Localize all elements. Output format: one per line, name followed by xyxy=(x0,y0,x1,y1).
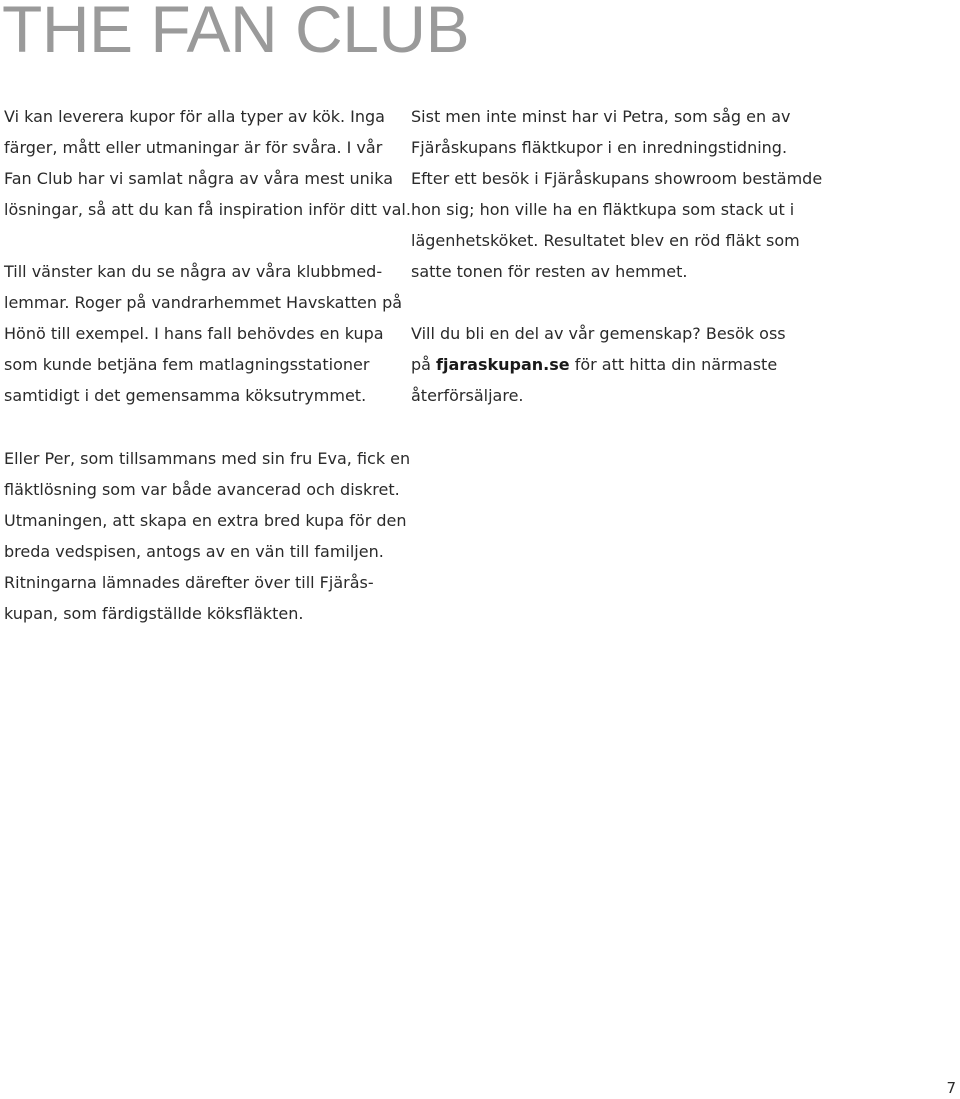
text-line: breda vedspisen, antogs av en vän till familjen. xyxy=(4,542,384,561)
text-line: Vi kan leverera kupor för alla typer av kök. Inga xyxy=(4,107,385,126)
text-line: satte tonen för resten av hemmet. xyxy=(411,262,688,281)
paragraph-gap xyxy=(4,225,411,256)
text-line: fläktlösning som var både avancerad och diskret. xyxy=(4,480,400,499)
text-line: lösningar, så att du kan få inspiration inför ditt val. xyxy=(4,200,411,219)
text-line: färger, mått eller utmaningar är för svåra. I vår xyxy=(4,138,383,157)
text-line: Fan Club har vi samlat några av våra mest unika xyxy=(4,169,394,188)
link-prefix: på xyxy=(411,355,437,374)
page-number: 7 xyxy=(946,1079,956,1097)
text-line: lägenhetsköket. Resultatet blev en röd fläkt som xyxy=(411,231,800,250)
community-paragraph xyxy=(411,318,822,411)
text-line: återförsäljare. xyxy=(411,386,524,405)
website-link[interactable]: fjaraskupan.se xyxy=(436,355,570,374)
roger-paragraph xyxy=(4,256,411,411)
intro-paragraph xyxy=(4,101,411,225)
text-line: Fjäråskupans fläktkupor i en inredningstidning. xyxy=(411,138,788,157)
paragraph-gap xyxy=(411,287,822,318)
text-line: Eller Per, som tillsammans med sin fru Eva, fick en xyxy=(4,449,411,468)
link-suffix: för att hitta din närmaste xyxy=(569,355,778,374)
text-line: samtidigt i det gemensamma köksutrymmet. xyxy=(4,386,367,405)
left-column-per xyxy=(4,443,410,629)
text-line: Sist men inte minst har vi Petra, som såg en av xyxy=(411,107,791,126)
text-line: kupan, som färdigställde köksfläkten. xyxy=(4,604,304,623)
text-line: Till vänster kan du se några av våra klubbmed- xyxy=(4,262,383,281)
text-line: som kunde betjäna fem matlagningsstationer xyxy=(4,355,370,374)
text-line: Efter ett besök i Fjäråskupans showroom bestämde xyxy=(411,169,823,188)
text-line: Vill du bli en del av vår gemenskap? Besök oss xyxy=(411,324,786,343)
page-title: THE FAN CLUB xyxy=(2,0,470,66)
left-column-intro xyxy=(4,101,411,411)
text-line: lemmar. Roger på vandrarhemmet Havskatten på xyxy=(4,293,403,312)
text-line: hon sig; hon ville ha en fläktkupa som stack ut i xyxy=(411,200,795,219)
right-column xyxy=(411,101,822,411)
text-line: Hönö till exempel. I hans fall behövdes en kupa xyxy=(4,324,384,343)
text-line: Utmaningen, att skapa en extra bred kupa för den xyxy=(4,511,407,530)
per-paragraph xyxy=(4,443,410,629)
petra-paragraph xyxy=(411,101,822,287)
text-line: Ritningarna lämnades därefter över till Fjärås- xyxy=(4,573,374,592)
text-line-with-link xyxy=(411,349,822,380)
